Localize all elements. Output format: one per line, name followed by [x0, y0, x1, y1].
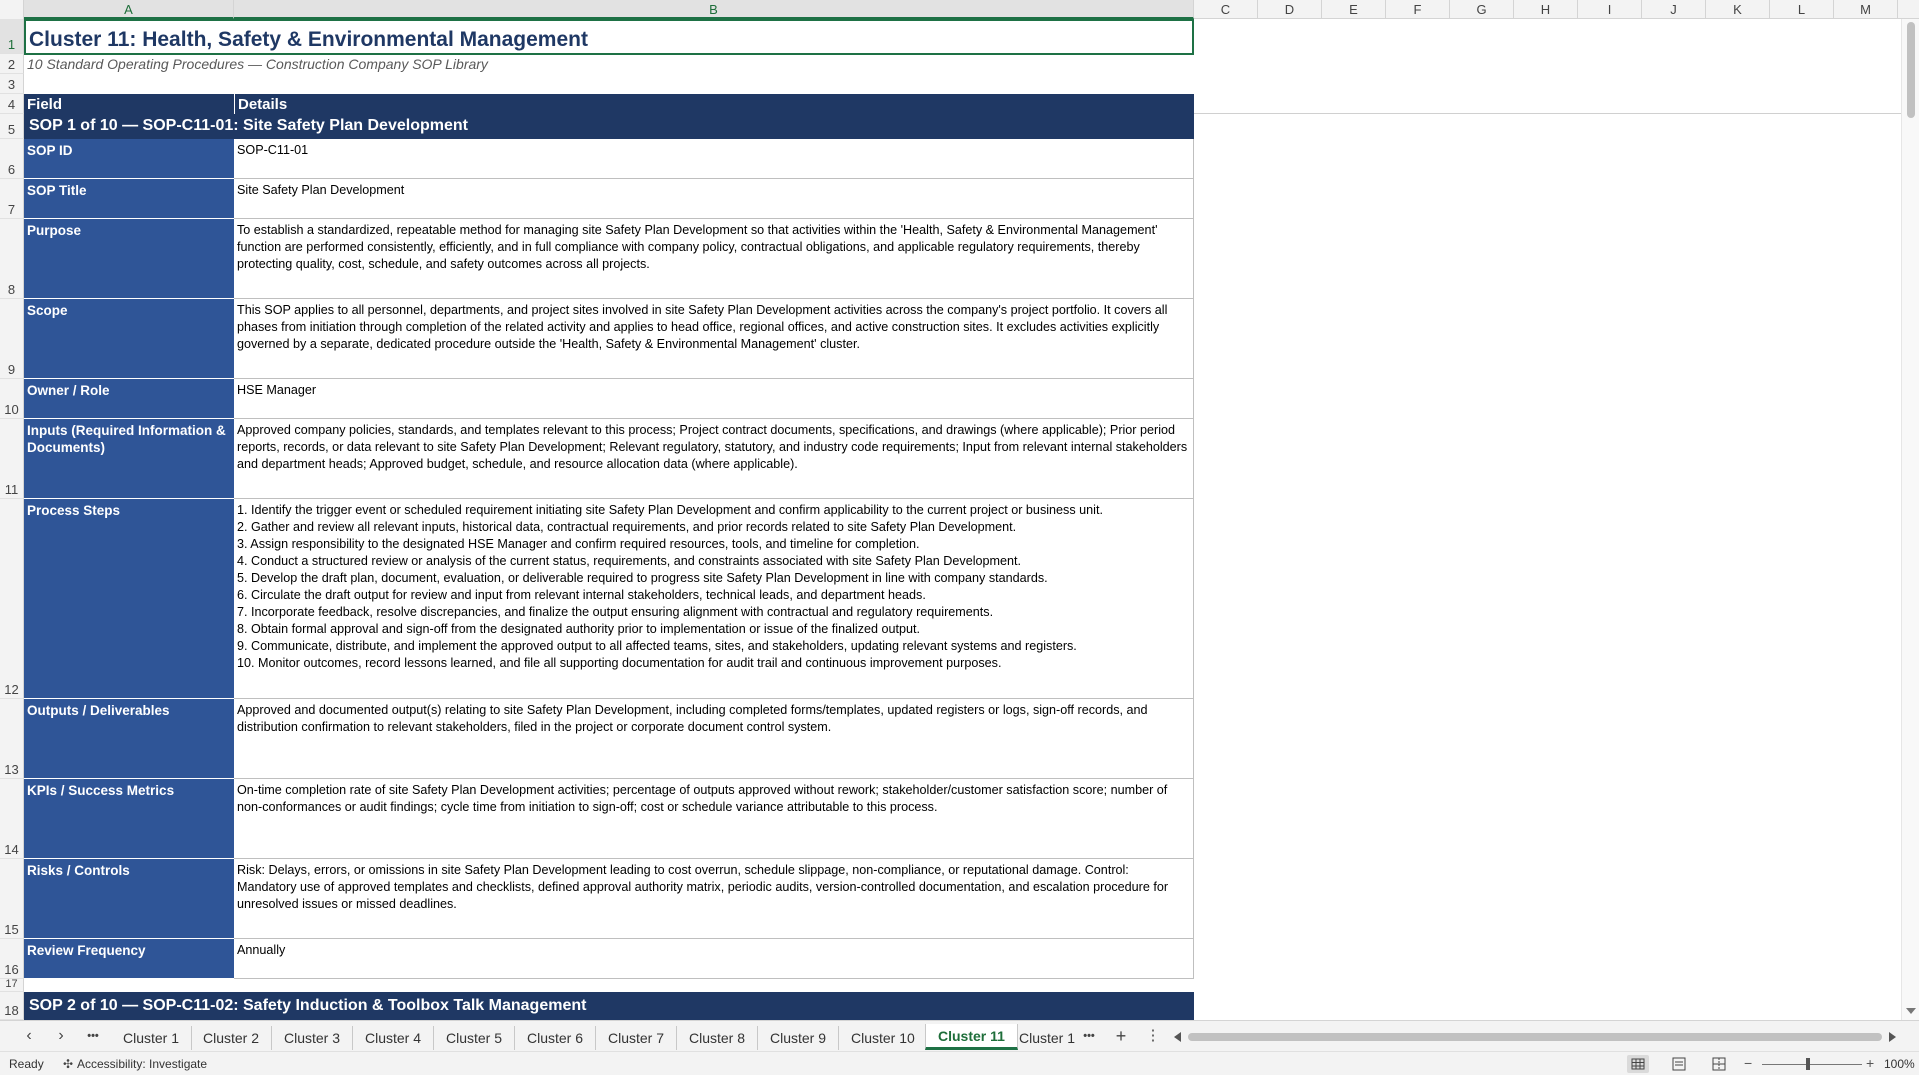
normal-view-button[interactable]	[1627, 1055, 1649, 1073]
field-value-inputs[interactable]: Approved company policies, standards, and templates relevant to this process; Project contract documents, specifications, and drawings (where applicable); Prior period reports, records, or data relevant to site Safety Plan Development; Relevant regulatory, statutory, and industry code requirements; Input from relevant internal stakeholders and department heads; Approved budget, schedule, and resource allocation data (where applicable).	[234, 419, 1194, 499]
sheet-tab-cluster-4[interactable]: Cluster 4	[353, 1026, 434, 1050]
field-value-review-frequency[interactable]: Annually	[234, 939, 1194, 979]
row-header-6[interactable]: 6	[0, 139, 24, 179]
column-header-a[interactable]: A	[24, 0, 234, 19]
sheet-tab-cluster-9[interactable]: Cluster 9	[758, 1026, 839, 1050]
tabs-next-button[interactable]	[50, 1027, 72, 1047]
accessibility-status-button[interactable]	[62, 1057, 207, 1071]
row-header-12[interactable]: 12	[0, 499, 24, 699]
sheet-tab-cluster-8[interactable]: Cluster 8	[677, 1026, 758, 1050]
add-sheet-button[interactable]: +	[1115, 1026, 1127, 1046]
sheet-tab-cluster-5[interactable]: Cluster 5	[434, 1026, 515, 1050]
row-header-2[interactable]: 2	[0, 54, 24, 74]
field-label-process-steps[interactable]: Process Steps	[24, 499, 234, 699]
tabs-more-right-button[interactable]: •••	[1083, 1030, 1095, 1042]
row-header-15[interactable]: 15	[0, 859, 24, 939]
select-all-corner[interactable]	[0, 0, 24, 19]
row-header-8[interactable]: 8	[0, 219, 24, 299]
sheet-title: Cluster 11: Health, Safety & Environmental Management	[29, 28, 588, 51]
field-value-purpose[interactable]: To establish a standardized, repeatable method for managing site Safety Plan Development so that activities within the 'Health, Safety & Environmental Management' function are performed consistently, efficiently, and in full compliance with company policy, contractual obligations, and applicable regulatory requirements, thereby protecting quality, cost, schedule, and safety outcomes across all projects.	[234, 219, 1194, 299]
header-field[interactable]: Field	[24, 94, 234, 114]
sheet-tab-cluster-1[interactable]: Cluster 1	[111, 1026, 192, 1050]
row-header-14[interactable]: 14	[0, 779, 24, 859]
zoom-in-button[interactable]: +	[1866, 1055, 1875, 1071]
sheet-options-button[interactable]: ⋮	[1145, 1027, 1161, 1044]
zoom-slider-thumb[interactable]	[1806, 1058, 1810, 1070]
sheet-tab-cluster-3[interactable]: Cluster 3	[272, 1026, 353, 1050]
column-header-b[interactable]: B	[234, 0, 1194, 19]
field-value-owner[interactable]: HSE Manager	[234, 379, 1194, 419]
column-header-h[interactable]: H	[1514, 0, 1578, 19]
field-label-sop-title[interactable]: SOP Title	[24, 179, 234, 219]
accessibility-icon: ✣	[62, 1057, 74, 1071]
field-label-inputs[interactable]: Inputs (Required Information & Documents)	[24, 419, 234, 499]
column-header-i[interactable]: I	[1578, 0, 1642, 19]
gridline	[1194, 113, 1901, 114]
column-header-j[interactable]: J	[1642, 0, 1706, 19]
field-label-outputs[interactable]: Outputs / Deliverables	[24, 699, 234, 779]
field-label-review-frequency[interactable]: Review Frequency	[24, 939, 234, 979]
field-label-owner[interactable]: Owner / Role	[24, 379, 234, 419]
sop-2-heading[interactable]: SOP 2 of 10 — SOP-C11-02: Safety Induction & Toolbox Talk Management	[24, 992, 1194, 1020]
column-header-d[interactable]: D	[1258, 0, 1322, 19]
field-label-purpose[interactable]: Purpose	[24, 219, 234, 299]
field-label-risks[interactable]: Risks / Controls	[24, 859, 234, 939]
page-layout-icon	[1668, 1055, 1690, 1073]
row-header-10[interactable]: 10	[0, 379, 24, 419]
chevron-right-icon: ›	[58, 1027, 64, 1044]
header-details[interactable]: Details	[234, 94, 1194, 114]
field-value-sop-id[interactable]: SOP-C11-01	[234, 139, 1194, 179]
field-value-scope[interactable]: This SOP applies to all personnel, departments, and project sites involved in site Safety Plan Development activities across the company's project portfolio. It covers all phases from initiation through completion of the related activity and applies to head office, regional offices, and active construction sites. It excludes activities explicitly governed by a separate, dedicated procedure outside the 'Health, Safety & Environmental Management' cluster.	[234, 299, 1194, 379]
row-header-5[interactable]: 5	[0, 114, 24, 139]
scroll-right-icon[interactable]	[1889, 1032, 1896, 1042]
zoom-slider-track[interactable]	[1762, 1064, 1862, 1065]
row-header-18[interactable]: 18	[0, 992, 24, 1020]
page-layout-view-button[interactable]	[1668, 1055, 1690, 1073]
zoom-level[interactable]: 100%	[1884, 1057, 1915, 1071]
scroll-down-icon[interactable]	[1906, 1008, 1916, 1014]
column-header-bar	[0, 0, 1919, 19]
page-break-view-button[interactable]	[1708, 1055, 1730, 1073]
sheet-tab-cluster-12-truncated[interactable]: Cluster 1	[1019, 1030, 1076, 1046]
tabs-prev-button[interactable]	[18, 1027, 40, 1047]
scroll-left-icon[interactable]	[1174, 1032, 1181, 1042]
column-header-c[interactable]: C	[1194, 0, 1258, 19]
row-header-16[interactable]: 16	[0, 939, 24, 979]
sheet-tab-cluster-6[interactable]: Cluster 6	[515, 1026, 596, 1050]
column-header-m[interactable]: M	[1834, 0, 1898, 19]
sheet-tab-cluster-2[interactable]: Cluster 2	[191, 1026, 272, 1050]
row-header-9[interactable]: 9	[0, 299, 24, 379]
horizontal-scrollbar[interactable]	[1174, 1030, 1896, 1044]
field-value-sop-title[interactable]: Site Safety Plan Development	[234, 179, 1194, 219]
horizontal-scroll-thumb[interactable]	[1188, 1033, 1882, 1041]
chevron-left-icon: ‹	[26, 1027, 32, 1044]
sheet-tab-cluster-7[interactable]: Cluster 7	[596, 1026, 677, 1050]
sheet-title-cell[interactable]	[24, 19, 1194, 55]
sheet-tab-cluster-10[interactable]: Cluster 10	[839, 1026, 928, 1050]
column-header-g[interactable]: G	[1450, 0, 1514, 19]
sheet-tab-cluster-11[interactable]: Cluster 11	[925, 1024, 1018, 1050]
tabs-more-left-button[interactable]: •••	[87, 1030, 99, 1042]
column-header-f[interactable]: F	[1386, 0, 1450, 19]
row-header-7[interactable]: 7	[0, 179, 24, 219]
row-header-17[interactable]: 17	[0, 979, 24, 992]
vertical-scroll-thumb[interactable]	[1907, 22, 1915, 118]
accessibility-label: Accessibility: Investigate	[77, 1057, 208, 1071]
row-header-3[interactable]: 3	[0, 74, 24, 94]
vertical-scrollbar[interactable]	[1901, 19, 1919, 1020]
sheet-tab-bar	[0, 1020, 1919, 1051]
field-label-kpis[interactable]: KPIs / Success Metrics	[24, 779, 234, 859]
field-value-outputs[interactable]: Approved and documented output(s) relating to site Safety Plan Development, including completed forms/templates, updated registers or logs, sign-off records, and distribution confirmation to relevant stakeholders, filed in the project or corporate document control system.	[234, 699, 1194, 779]
row-header-11[interactable]: 11	[0, 419, 24, 499]
sheet-subtitle[interactable]: 10 Standard Operating Procedures — Construction Company SOP Library	[27, 56, 488, 72]
normal-view-icon	[1627, 1055, 1649, 1073]
status-bar	[0, 1051, 1919, 1075]
row-header-4[interactable]: 4	[0, 94, 24, 114]
field-value-process-steps[interactable]: 1. Identify the trigger event or scheduled requirement initiating site Safety Plan Development and confirm applicability to the current project or business unit. 2. Gather and review all relevant inputs, historical data, contractual requirements, and prior records related to site Safety Plan Development. 3. Assign responsibility to the designated HSE Manager and confirm required resources, tools, and timeline for completion. 4. Conduct a structured review or analysis of the current status, requirements, and constraints associated with site Safety Plan Development. 5. Develop the draft plan, document, evaluation, or deliverable required to progress site Safety Plan Development in line with company standards. 6. Circulate the draft output for review and input from relevant internal stakeholders, technical leads, and department heads. 7. Incorporate feedback, resolve discrepancies, and finalize the output ensuring alignment with contractual and regulatory requirements. 8. Obtain formal approval and sign-off from the designated authority prior to implementation or issue of the finalized output. 9. Communicate, distribute, and implement the approved output to all affected teams, sites, and stakeholders, updating relevant systems and registers. 10. Monitor outcomes, record lessons learned, and file all supporting documentation for audit trail and continuous improvement purposes.	[234, 499, 1194, 699]
zoom-out-button[interactable]: −	[1744, 1055, 1753, 1071]
sop-1-heading[interactable]: SOP 1 of 10 — SOP-C11-01: Site Safety Plan Development	[24, 114, 1194, 139]
row-header-13[interactable]: 13	[0, 699, 24, 779]
field-value-risks[interactable]: Risk: Delays, errors, or omissions in site Safety Plan Development leading to cost overrun, schedule slippage, non-compliance, or reputational damage. Control: Mandatory use of approved templates and checklists, defined approval authority matrix, periodic audits, version-controlled documentation, and escalation procedure for unresolved issues or missed deadlines.	[234, 859, 1194, 939]
field-label-scope[interactable]: Scope	[24, 299, 234, 379]
column-header-e[interactable]: E	[1322, 0, 1386, 19]
column-header-k[interactable]: K	[1706, 0, 1770, 19]
row-header-1[interactable]: 1	[0, 19, 24, 54]
status-ready: Ready	[9, 1057, 44, 1071]
worksheet-grid[interactable]	[24, 19, 1901, 1020]
field-value-kpis[interactable]: On-time completion rate of site Safety Plan Development activities; percentage of outputs approved without rework; stakeholder/customer satisfaction score; number of non-conformances or audit findings; cycle time from initiation to sign-off; cost or schedule variance attributable to this process.	[234, 779, 1194, 859]
field-label-sop-id[interactable]: SOP ID	[24, 139, 234, 179]
column-header-l[interactable]: L	[1770, 0, 1834, 19]
page-break-icon	[1708, 1055, 1730, 1073]
